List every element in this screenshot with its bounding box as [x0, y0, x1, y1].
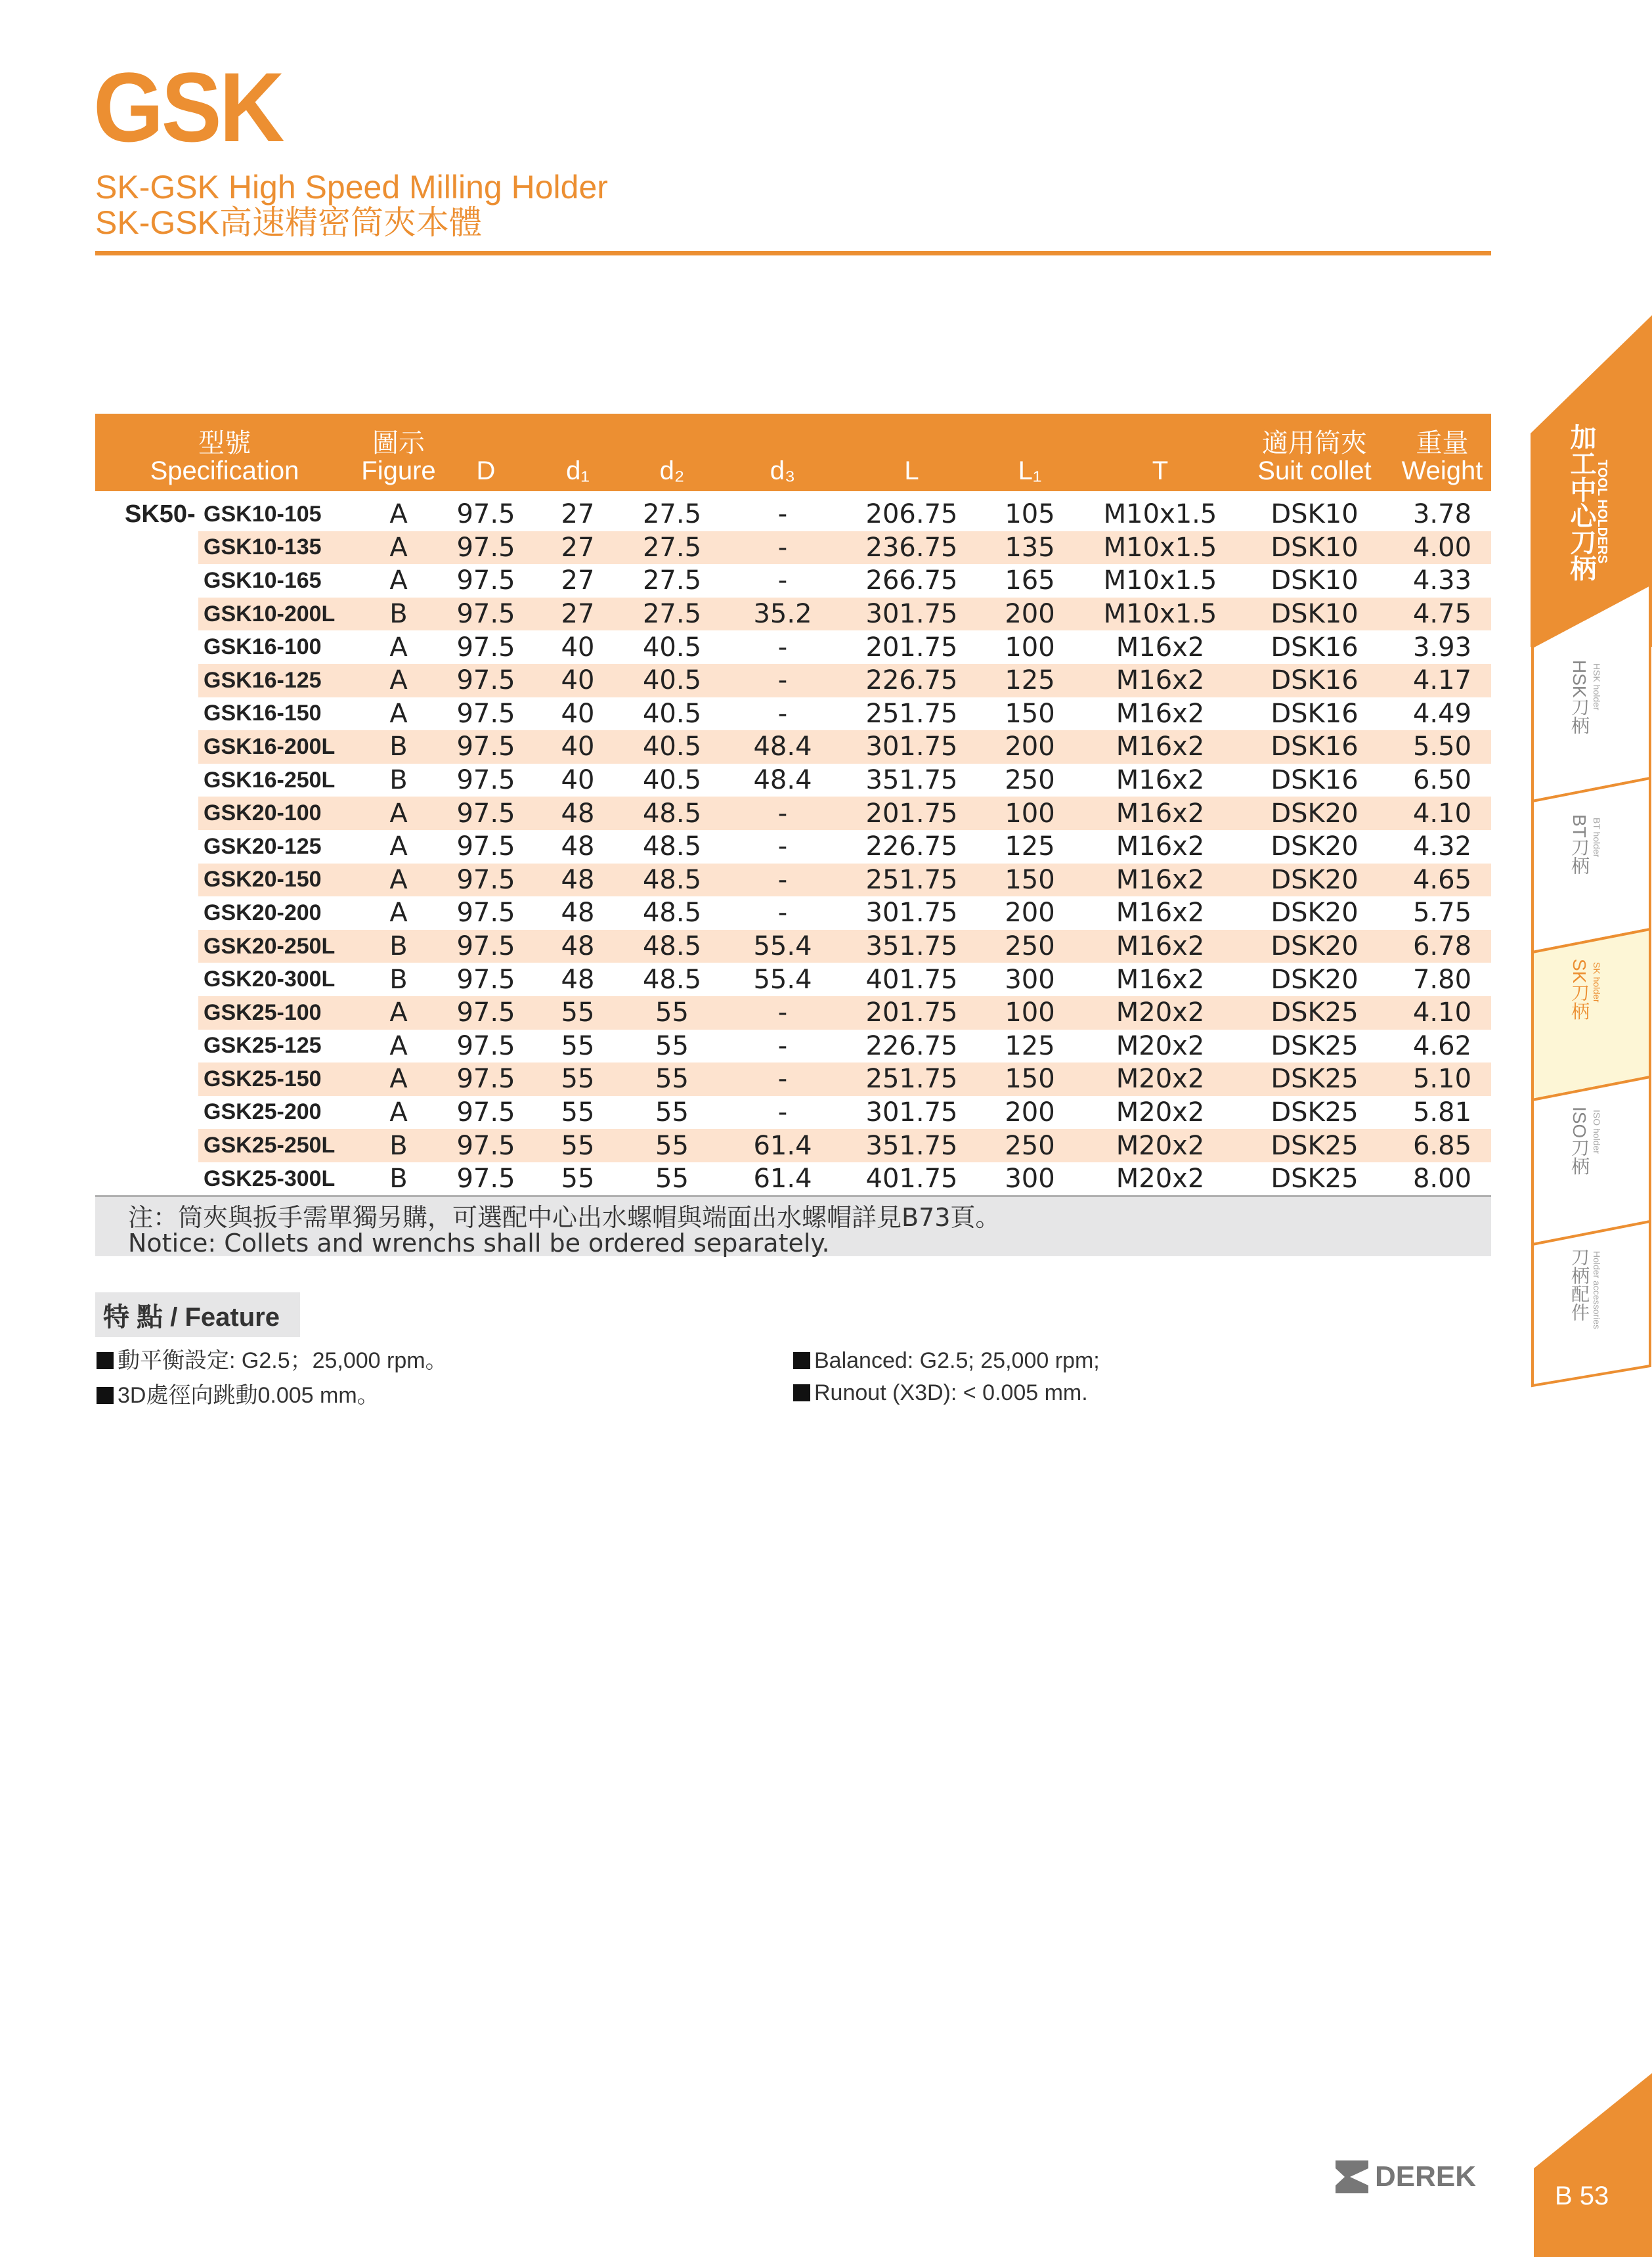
table-row [95, 896, 1491, 930]
cell-d2: 48.5 [642, 798, 702, 829]
cell-collet: DSK25 [1271, 1064, 1359, 1095]
cell-d2: 40.5 [642, 632, 702, 663]
cell-weight: 4.65 [1412, 864, 1472, 895]
cell-weight: 8.00 [1412, 1164, 1472, 1194]
active-tab-label[interactable]: 加工中心刀柄 [1567, 424, 1596, 581]
cell-L: 351.75 [865, 1130, 958, 1161]
cell-weight: 4.33 [1412, 565, 1472, 596]
cell-L1: 100 [1005, 997, 1055, 1028]
cell-d1: 40 [561, 632, 595, 663]
cell-L: 201.75 [865, 798, 958, 829]
tab-hsk[interactable]: HSK刀柄 [1569, 660, 1590, 735]
cell-d1: 27 [561, 499, 595, 530]
cell-collet: DSK10 [1271, 532, 1359, 563]
cell-d2: 48.5 [642, 898, 702, 929]
cell-weight: 6.78 [1412, 931, 1472, 962]
cell-T: M16x2 [1116, 898, 1205, 929]
cell-L: 201.75 [865, 997, 958, 1028]
table-header [95, 414, 1491, 491]
cell-fig: B [389, 1164, 408, 1194]
cell-weight: 4.17 [1412, 665, 1472, 696]
cell-spec: GSK10-105 [204, 501, 322, 527]
table-row [95, 797, 1491, 830]
cell-weight: 6.50 [1412, 765, 1472, 796]
feature-zh-1: 動平衡設定: G2.5；25,000 rpm。 [97, 1349, 448, 1372]
page-number: B 53 [1555, 2181, 1609, 2210]
table-row [95, 630, 1491, 664]
cell-d3: - [777, 532, 788, 563]
cell-L: 401.75 [865, 964, 958, 995]
cell-spec: GSK20-200 [204, 900, 322, 925]
cell-T: M20x2 [1116, 1097, 1205, 1128]
header-L: L [904, 456, 919, 485]
cell-D: 97.5 [456, 1064, 515, 1095]
cell-spec: GSK20-150 [204, 867, 322, 892]
bullet-square-icon [97, 1352, 114, 1369]
table-row [95, 1063, 1491, 1096]
header-collet: 適用筒夾 Suit collet [1257, 429, 1372, 485]
cell-L1: 200 [1005, 1097, 1055, 1128]
cell-T: M16x2 [1116, 632, 1205, 663]
cell-d2: 40.5 [642, 732, 702, 762]
cell-D: 97.5 [456, 698, 515, 729]
cell-d2: 40.5 [642, 665, 702, 696]
cell-fig: B [389, 732, 408, 762]
cell-D: 97.5 [456, 732, 515, 762]
cell-d2: 55 [655, 1130, 689, 1161]
cell-L1: 150 [1005, 698, 1055, 729]
cell-d3: 48.4 [753, 732, 812, 762]
table-row [95, 697, 1491, 731]
cell-collet: DSK20 [1271, 931, 1359, 962]
cell-L1: 125 [1005, 1030, 1055, 1061]
cell-collet: DSK16 [1271, 665, 1359, 696]
cell-d1: 40 [561, 732, 595, 762]
cell-L: 251.75 [865, 864, 958, 895]
cell-L1: 250 [1005, 931, 1055, 962]
table-row [95, 498, 1491, 531]
cell-d3: - [777, 1064, 788, 1095]
table-row [95, 963, 1491, 996]
notice-chinese: 注：筒夾與扳手需單獨另購，可選配中心出水螺帽與端面出水螺帽詳見B73頁。 [128, 1203, 1001, 1232]
table-row [95, 1030, 1491, 1063]
cell-d3: - [777, 831, 788, 862]
cell-T: M20x2 [1116, 1064, 1205, 1095]
cell-fig: A [389, 632, 408, 663]
cell-d2: 40.5 [642, 765, 702, 796]
cell-T: M20x2 [1116, 1030, 1205, 1061]
cell-d1: 48 [561, 864, 595, 895]
cell-d2: 48.5 [642, 831, 702, 862]
spec-prefix: SK50- [125, 500, 196, 528]
cell-spec: GSK16-150 [204, 701, 322, 726]
cell-T: M16x2 [1116, 765, 1205, 796]
cell-L: 401.75 [865, 1164, 958, 1194]
header-d2: d₂ [659, 456, 685, 485]
cell-collet: DSK10 [1271, 565, 1359, 596]
cell-L: 301.75 [865, 898, 958, 929]
cell-collet: DSK16 [1271, 632, 1359, 663]
cell-d2: 27.5 [642, 599, 702, 630]
cell-fig: B [389, 964, 408, 995]
cell-fig: A [389, 698, 408, 729]
cell-fig: A [389, 532, 408, 563]
cell-d2: 55 [655, 1164, 689, 1194]
cell-D: 97.5 [456, 665, 515, 696]
cell-spec: GSK20-100 [204, 800, 322, 826]
cell-d1: 40 [561, 698, 595, 729]
cell-D: 97.5 [456, 1030, 515, 1061]
bullet-square-icon [97, 1387, 114, 1404]
cell-d3: - [777, 632, 788, 663]
cell-collet: DSK20 [1271, 964, 1359, 995]
cell-D: 97.5 [456, 499, 515, 530]
cell-spec: GSK16-200L [204, 734, 336, 759]
table-row [95, 531, 1491, 565]
title-rule [95, 251, 1491, 255]
cell-d3: - [777, 665, 788, 696]
table-row [95, 830, 1491, 864]
feature-en-1: Balanced: G2.5; 25,000 rpm; [793, 1349, 1100, 1372]
cell-d1: 48 [561, 898, 595, 929]
brand-logo: DEREK [1336, 2160, 1476, 2193]
cell-T: M16x2 [1116, 964, 1205, 995]
cell-d2: 48.5 [642, 964, 702, 995]
cell-L: 266.75 [865, 565, 958, 596]
cell-d3: - [777, 499, 788, 530]
cell-d2: 48.5 [642, 931, 702, 962]
feature-en-2: Runout (X3D): < 0.005 mm. [793, 1382, 1088, 1404]
cell-d3: 55.4 [753, 964, 812, 995]
table-row [95, 764, 1491, 797]
cell-d1: 40 [561, 765, 595, 796]
cell-fig: A [389, 864, 408, 895]
table-body [95, 491, 1491, 1195]
header-D: D [476, 456, 496, 485]
cell-d3: - [777, 565, 788, 596]
cell-d1: 48 [561, 831, 595, 862]
cell-d3: - [777, 997, 788, 1028]
tab-sk-en: SK holder [1592, 962, 1602, 1003]
page-corner [1534, 2073, 1652, 2257]
cell-L: 251.75 [865, 1064, 958, 1095]
header-weight: 重量 Weight [1401, 429, 1483, 485]
cell-spec: GSK25-150 [204, 1066, 322, 1091]
cell-d2: 40.5 [642, 698, 702, 729]
cell-D: 97.5 [456, 898, 515, 929]
cell-T: M16x2 [1116, 798, 1205, 829]
tab-bt[interactable]: BT刀柄 [1569, 814, 1590, 875]
table-row [95, 664, 1491, 697]
cell-spec: GSK16-250L [204, 767, 336, 793]
cell-weight: 5.50 [1412, 732, 1472, 762]
cell-d2: 48.5 [642, 864, 702, 895]
cell-L1: 250 [1005, 1130, 1055, 1161]
table-row [95, 564, 1491, 598]
cell-d1: 27 [561, 565, 595, 596]
cell-fig: A [389, 997, 408, 1028]
cell-spec: GSK20-250L [204, 933, 336, 959]
cell-d2: 55 [655, 1064, 689, 1095]
cell-spec: GSK20-300L [204, 967, 336, 992]
cell-spec: GSK10-200L [204, 601, 336, 626]
cell-d2: 27.5 [642, 499, 702, 530]
table-row [95, 930, 1491, 963]
header-L1: L₁ [1018, 456, 1042, 485]
cell-fig: A [389, 499, 408, 530]
cell-collet: DSK10 [1271, 499, 1359, 530]
cell-spec: GSK10-135 [204, 535, 322, 560]
cell-d3: - [777, 864, 788, 895]
cell-d3: - [777, 798, 788, 829]
table-row [95, 730, 1491, 764]
cell-collet: DSK20 [1271, 831, 1359, 862]
cell-d1: 55 [561, 1164, 595, 1194]
tab-iso-en: ISO holder [1592, 1110, 1602, 1154]
cell-collet: DSK16 [1271, 698, 1359, 729]
header-T: T [1152, 456, 1169, 485]
cell-d1: 48 [561, 964, 595, 995]
cell-d2: 27.5 [642, 565, 702, 596]
cell-L: 251.75 [865, 698, 958, 729]
cell-D: 97.5 [456, 1164, 515, 1194]
cell-weight: 5.81 [1412, 1097, 1472, 1128]
cell-fig: A [389, 665, 408, 696]
cell-D: 97.5 [456, 997, 515, 1028]
cell-D: 97.5 [456, 565, 515, 596]
cell-D: 97.5 [456, 831, 515, 862]
cell-d3: - [777, 1097, 788, 1128]
cell-fig: A [389, 798, 408, 829]
cell-collet: DSK10 [1271, 599, 1359, 630]
cell-fig: A [389, 1030, 408, 1061]
table-row [95, 1129, 1491, 1162]
cell-spec: GSK20-125 [204, 833, 322, 859]
cell-L: 351.75 [865, 931, 958, 962]
cell-collet: DSK25 [1271, 1130, 1359, 1161]
notice-english: Notice: Collets and wrenchs shall be ordered separately. [128, 1229, 830, 1258]
cell-L1: 250 [1005, 765, 1055, 796]
tab-sk[interactable]: SK刀柄 [1569, 959, 1590, 1020]
cell-L: 226.75 [865, 1030, 958, 1061]
cell-fig: B [389, 599, 408, 630]
table-row [95, 996, 1491, 1030]
cell-T: M16x2 [1116, 931, 1205, 962]
cell-weight: 4.10 [1412, 997, 1472, 1028]
cell-spec: GSK16-100 [204, 634, 322, 660]
cell-L1: 300 [1005, 964, 1055, 995]
table-row [95, 1096, 1491, 1129]
cell-T: M20x2 [1116, 1130, 1205, 1161]
cell-spec: GSK25-200 [204, 1099, 322, 1125]
cell-L: 301.75 [865, 1097, 958, 1128]
feature-zh-2: 3D處徑向跳動0.005 mm。 [97, 1384, 380, 1407]
header-spec: 型號 Specification [150, 429, 299, 485]
cell-collet: DSK20 [1271, 798, 1359, 829]
cell-D: 97.5 [456, 964, 515, 995]
cell-weight: 7.80 [1412, 964, 1472, 995]
cell-d1: 48 [561, 798, 595, 829]
cell-fig: A [389, 831, 408, 862]
cell-d3: 35.2 [753, 599, 812, 630]
cell-weight: 3.93 [1412, 632, 1472, 663]
cell-d1: 55 [561, 1030, 595, 1061]
cell-collet: DSK25 [1271, 1097, 1359, 1128]
cell-d3: - [777, 1030, 788, 1061]
cell-collet: DSK25 [1271, 1030, 1359, 1061]
tab-hsk-en: HSK holder [1592, 663, 1602, 711]
cell-d2: 55 [655, 1097, 689, 1128]
cell-L1: 100 [1005, 798, 1055, 829]
cell-L: 301.75 [865, 732, 958, 762]
cell-d3: 48.4 [753, 765, 812, 796]
bullet-square-icon [793, 1352, 810, 1369]
cell-d3: 55.4 [753, 931, 812, 962]
cell-d1: 55 [561, 997, 595, 1028]
cell-d3: - [777, 698, 788, 729]
active-tab-label-en: TOOL HOLDERS [1595, 460, 1609, 564]
cell-fig: A [389, 1097, 408, 1128]
header-d1: d₁ [566, 456, 590, 485]
cell-D: 97.5 [456, 632, 515, 663]
cell-weight: 3.78 [1412, 499, 1472, 530]
cell-d1: 55 [561, 1064, 595, 1095]
cell-fig: B [389, 931, 408, 962]
cell-L: 301.75 [865, 599, 958, 630]
cell-T: M20x2 [1116, 997, 1205, 1028]
cell-collet: DSK25 [1271, 997, 1359, 1028]
cell-d1: 48 [561, 931, 595, 962]
header-figure: 圖示 Figure [361, 429, 436, 485]
cell-weight: 6.85 [1412, 1130, 1472, 1161]
cell-L: 226.75 [865, 665, 958, 696]
cell-L: 201.75 [865, 632, 958, 663]
table-row [95, 598, 1491, 631]
brand-mark-icon [1336, 2160, 1368, 2193]
cell-spec: GSK16-125 [204, 667, 322, 693]
table-row [95, 1162, 1491, 1196]
cell-D: 97.5 [456, 1097, 515, 1128]
cell-d3: 61.4 [753, 1164, 812, 1194]
cell-L: 351.75 [865, 765, 958, 796]
cell-D: 97.5 [456, 864, 515, 895]
cell-D: 97.5 [456, 931, 515, 962]
cell-weight: 5.10 [1412, 1064, 1472, 1095]
cell-d1: 55 [561, 1097, 595, 1128]
cell-weight: 4.49 [1412, 698, 1472, 729]
cell-T: M16x2 [1116, 864, 1205, 895]
cell-fig: A [389, 1064, 408, 1095]
cell-weight: 4.62 [1412, 1030, 1472, 1061]
tab-accessories[interactable]: 刀柄配件 [1569, 1248, 1590, 1321]
cell-d1: 27 [561, 532, 595, 563]
page-title: GSK [93, 52, 283, 162]
tab-bt-en: BT holder [1592, 818, 1602, 858]
cell-spec: GSK25-100 [204, 999, 322, 1025]
cell-T: M16x2 [1116, 831, 1205, 862]
cell-L: 236.75 [865, 532, 958, 563]
cell-d1: 27 [561, 599, 595, 630]
notice-box [95, 1195, 1491, 1256]
cell-L1: 135 [1005, 532, 1055, 563]
cell-collet: DSK16 [1271, 732, 1359, 762]
cell-T: M10x1.5 [1103, 499, 1217, 530]
cell-D: 97.5 [456, 599, 515, 630]
cell-L1: 200 [1005, 599, 1055, 630]
cell-T: M10x1.5 [1103, 532, 1217, 563]
cell-L1: 150 [1005, 864, 1055, 895]
table-row [95, 864, 1491, 897]
bullet-square-icon [793, 1384, 810, 1401]
cell-collet: DSK20 [1271, 864, 1359, 895]
cell-T: M16x2 [1116, 732, 1205, 762]
subtitle-english: SK-GSK High Speed Milling Holder [95, 169, 608, 206]
cell-D: 97.5 [456, 765, 515, 796]
cell-fig: B [389, 765, 408, 796]
cell-d1: 40 [561, 665, 595, 696]
cell-weight: 5.75 [1412, 898, 1472, 929]
tab-iso[interactable]: ISO刀柄 [1569, 1107, 1590, 1175]
tab-accessories-en: Holder accessories [1592, 1251, 1602, 1330]
header-d3: d₃ [770, 456, 796, 485]
cell-L: 226.75 [865, 831, 958, 862]
cell-collet: DSK16 [1271, 765, 1359, 796]
cell-D: 97.5 [456, 798, 515, 829]
spec-table [95, 414, 1491, 1195]
cell-weight: 4.75 [1412, 599, 1472, 630]
cell-weight: 4.00 [1412, 532, 1472, 563]
cell-d2: 27.5 [642, 532, 702, 563]
cell-T: M20x2 [1116, 1164, 1205, 1194]
cell-T: M10x1.5 [1103, 565, 1217, 596]
cell-weight: 4.10 [1412, 798, 1472, 829]
cell-L1: 125 [1005, 831, 1055, 862]
cell-L1: 125 [1005, 665, 1055, 696]
cell-d3: 61.4 [753, 1130, 812, 1161]
cell-fig: A [389, 898, 408, 929]
cell-L1: 105 [1005, 499, 1055, 530]
cell-L1: 200 [1005, 732, 1055, 762]
cell-T: M16x2 [1116, 665, 1205, 696]
cell-L1: 150 [1005, 1064, 1055, 1095]
cell-fig: A [389, 565, 408, 596]
cell-spec: GSK25-125 [204, 1033, 322, 1059]
cell-L: 206.75 [865, 499, 958, 530]
cell-d2: 55 [655, 1030, 689, 1061]
cell-D: 97.5 [456, 1130, 515, 1161]
cell-L1: 100 [1005, 632, 1055, 663]
cell-L1: 300 [1005, 1164, 1055, 1194]
cell-D: 97.5 [456, 532, 515, 563]
feature-label: 特 點 / Feature [95, 1292, 300, 1337]
cell-d1: 55 [561, 1130, 595, 1161]
cell-T: M16x2 [1116, 698, 1205, 729]
cell-d2: 55 [655, 997, 689, 1028]
cell-collet: DSK25 [1271, 1164, 1359, 1194]
cell-L1: 165 [1005, 565, 1055, 596]
cell-L1: 200 [1005, 898, 1055, 929]
cell-weight: 4.32 [1412, 831, 1472, 862]
cell-spec: GSK25-250L [204, 1133, 336, 1158]
cell-T: M10x1.5 [1103, 599, 1217, 630]
cell-fig: B [389, 1130, 408, 1161]
subtitle-chinese: SK-GSK高速精密筒夾本體 [95, 204, 482, 241]
cell-collet: DSK20 [1271, 898, 1359, 929]
cell-d3: - [777, 898, 788, 929]
cell-spec: GSK25-300L [204, 1166, 336, 1191]
cell-spec: GSK10-165 [204, 567, 322, 593]
